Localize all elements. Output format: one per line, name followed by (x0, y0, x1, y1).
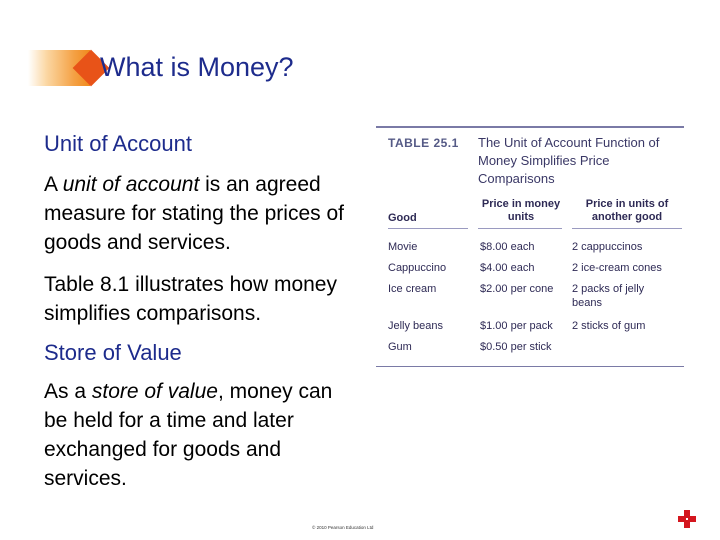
heading-unit-of-account: Unit of Account (44, 131, 192, 156)
para1-post: is an agreed measure for stating the prices of goods and services. (44, 173, 344, 254)
heading-store-of-value: Store of Value (44, 340, 182, 365)
cell-units: 2 ice-cream cones (572, 262, 662, 274)
cell-good: Movie (388, 241, 418, 253)
column-header-money-units: Price in money units (481, 198, 561, 223)
pearson-logo-icon (676, 508, 698, 530)
slide-title: What is Money? (100, 52, 294, 82)
cell-good: Ice cream (388, 283, 437, 295)
header-rule (388, 228, 468, 229)
para3-pre: As a (44, 380, 92, 403)
cell-good: Gum (388, 341, 412, 353)
paragraph-unit-of-account (44, 170, 374, 257)
column-header-good: Good (388, 212, 417, 224)
column-header-other-good: Price in units of another good (585, 198, 669, 223)
cell-money: $8.00 each (480, 241, 535, 253)
para1-emphasis: unit of account (62, 173, 200, 196)
para3-post: , money can be held for a time and later exchanged for goods and services. (44, 380, 333, 490)
table-25-1 (376, 126, 684, 368)
cell-units: 2 sticks of gum (572, 320, 646, 332)
cell-money: $0.50 per stick (480, 341, 552, 353)
para1-pre: A (44, 173, 63, 196)
title-decoration (28, 48, 94, 88)
table-caption: The Unit of Account Function of Money Simplifies Price Comparisons (478, 135, 660, 186)
cell-good: Jelly beans (388, 320, 444, 332)
table-label: TABLE 25.1 (388, 136, 459, 150)
paragraph-store-of-value (44, 377, 344, 493)
table-bottom-rule (376, 366, 684, 367)
cell-money: $4.00 each (480, 262, 535, 274)
copyright-footer: © 2010 Pearson Education Ltd (312, 525, 374, 530)
cell-units: 2 cappuccinos (572, 241, 643, 253)
cell-units: 2 packs of jelly beans (572, 283, 645, 309)
header-rule (572, 228, 682, 229)
cell-money: $1.00 per pack (480, 320, 553, 332)
cell-good: Cappuccino (388, 262, 447, 274)
paragraph-table-reference: Table 8.1 illustrates how money simplifies comparisons. (44, 273, 337, 325)
table-top-rule (376, 126, 684, 128)
header-rule (478, 228, 562, 229)
para3-emphasis: store of value (91, 380, 218, 403)
cell-money: $2.00 per cone (480, 283, 554, 295)
